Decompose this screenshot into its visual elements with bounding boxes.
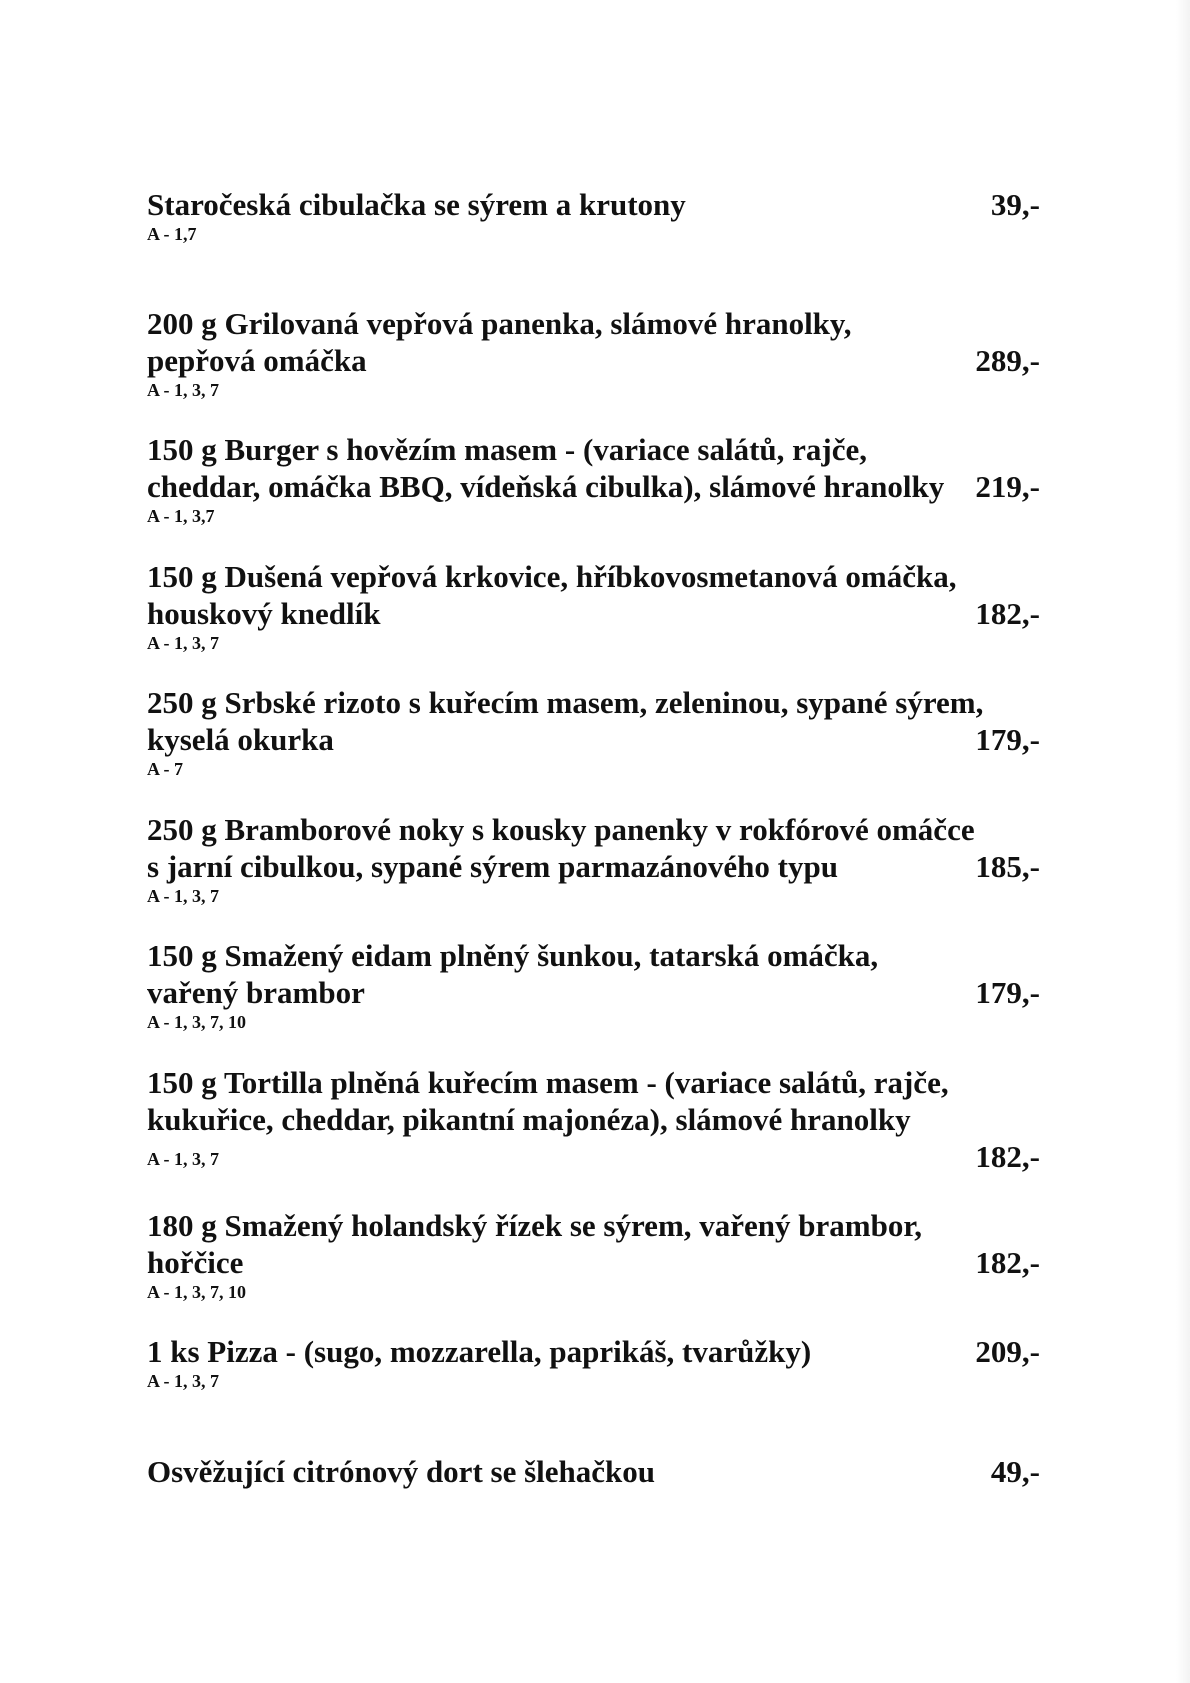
menu-item-name-cont: vařený brambor — [147, 975, 365, 1010]
menu-item-line — [147, 1333, 1040, 1370]
menu-item-line — [147, 595, 1040, 632]
menu-item-line — [147, 342, 1040, 379]
menu-item-pizza — [147, 1333, 1040, 1392]
menu-item-name: 150 g Dušená vepřová krkovice, hříbkovosmetanová omáčka, — [147, 559, 957, 594]
menu-item-name: 250 g Bramborové noky s kousky panenky v rokfórové omáčce — [147, 812, 975, 847]
menu-item-name: 250 g Srbské rizoto s kuřecím masem, zeleninou, sypané sýrem, — [147, 685, 984, 720]
menu-item-price: 49,- — [990, 1454, 1040, 1489]
menu-item-allergen-row — [147, 1138, 1040, 1175]
menu-item-line — [147, 1207, 1040, 1244]
menu-item-name-cont: hořčice — [147, 1245, 244, 1280]
menu-item-allergens: A - 7 — [147, 759, 183, 779]
menu-item-allergens: A - 1, 3, 7 — [147, 1149, 219, 1169]
menu-item-soup — [147, 186, 1040, 245]
menu-item-line — [147, 305, 1040, 342]
menu-item-name: 150 g Burger s hovězím masem - (variace salátů, rajče, — [147, 432, 867, 467]
menu-item-price: 219,- — [975, 469, 1040, 504]
menu-item-price: 179,- — [975, 722, 1040, 757]
menu-item-line — [147, 1453, 1040, 1490]
menu-item-name: Staročeská cibulačka se sýrem a krutony — [147, 187, 686, 222]
menu-item-line — [147, 558, 1040, 595]
menu-item-name-cont: cheddar, omáčka BBQ, vídeňská cibulka), slámové hranolky — [147, 469, 945, 504]
menu-item-line — [147, 974, 1040, 1011]
menu-item-price: 209,- — [975, 1334, 1040, 1369]
menu-item-fried-cheese — [147, 937, 1040, 1033]
menu-item-name: 200 g Grilovaná vepřová panenka, slámové hranolky, — [147, 306, 852, 341]
menu-item-line — [147, 811, 1040, 848]
menu-item-price: 182,- — [975, 596, 1040, 631]
page-edge-shadow — [1176, 0, 1190, 1683]
menu-item-dutch-schnitzel — [147, 1207, 1040, 1303]
menu-item-name: 150 g Smažený eidam plněný šunkou, tatarská omáčka, — [147, 938, 879, 973]
menu-item-price: 179,- — [975, 975, 1040, 1010]
menu-item-pork-neck — [147, 558, 1040, 654]
menu-item-name-cont: s jarní cibulkou, sypané sýrem parmazánového typu — [147, 849, 838, 884]
menu-item-line — [147, 937, 1040, 974]
menu-item-price: 289,- — [975, 343, 1040, 378]
menu-item-line — [147, 684, 1040, 721]
menu-item-name-cont: kyselá okurka — [147, 722, 334, 757]
menu-item-burger — [147, 431, 1040, 527]
menu-item-price: 39,- — [990, 187, 1040, 222]
menu-item-line — [147, 186, 1040, 223]
menu-item-allergens: A - 1, 3, 7 — [147, 886, 219, 906]
menu-item-name: 150 g Tortilla plněná kuřecím masem - (variace salátů, rajče, — [147, 1065, 949, 1100]
menu-item-allergens: A - 1, 3, 7 — [147, 633, 219, 653]
menu-item-line — [147, 848, 1040, 885]
menu-item-line — [147, 721, 1040, 758]
menu-item-line — [147, 1101, 1040, 1138]
menu-item-allergens: A - 1, 3, 7 — [147, 1371, 219, 1391]
menu-item-price: 182,- — [975, 1139, 1040, 1174]
menu-item-line — [147, 431, 1040, 468]
menu-item-pork-tenderloin — [147, 305, 1040, 401]
menu-item-allergens: A - 1, 3, 7 — [147, 380, 219, 400]
menu-item-tortilla — [147, 1064, 1040, 1175]
menu-item-allergens: A - 1, 3, 7, 10 — [147, 1012, 246, 1032]
menu-item-price: 182,- — [975, 1245, 1040, 1280]
menu-item-name-cont: kukuřice, cheddar, pikantní majonéza), slámové hranolky — [147, 1102, 911, 1137]
menu-item-name: Osvěžující citrónový dort se šlehačkou — [147, 1454, 656, 1489]
menu-item-line — [147, 468, 1040, 505]
menu-item-name: 1 ks Pizza - (sugo, mozzarella, paprikáš, tvarůžky) — [147, 1334, 812, 1369]
menu-item-serbian-risotto — [147, 684, 1040, 780]
menu-item-name-cont: houskový knedlík — [147, 596, 381, 631]
menu-item-line — [147, 1244, 1040, 1281]
menu-item-allergens: A - 1,7 — [147, 224, 197, 244]
menu-item-allergens: A - 1, 3, 7, 10 — [147, 1282, 246, 1302]
menu-item-price: 185,- — [975, 849, 1040, 884]
menu-item-line — [147, 1064, 1040, 1101]
menu-item-dessert — [147, 1453, 1040, 1490]
menu-item-allergens: A - 1, 3,7 — [147, 506, 215, 526]
menu-item-potato-gnocchi — [147, 811, 1040, 907]
menu-item-name-cont: pepřová omáčka — [147, 343, 367, 378]
menu-item-name: 180 g Smažený holandský řízek se sýrem, vařený brambor, — [147, 1208, 922, 1243]
